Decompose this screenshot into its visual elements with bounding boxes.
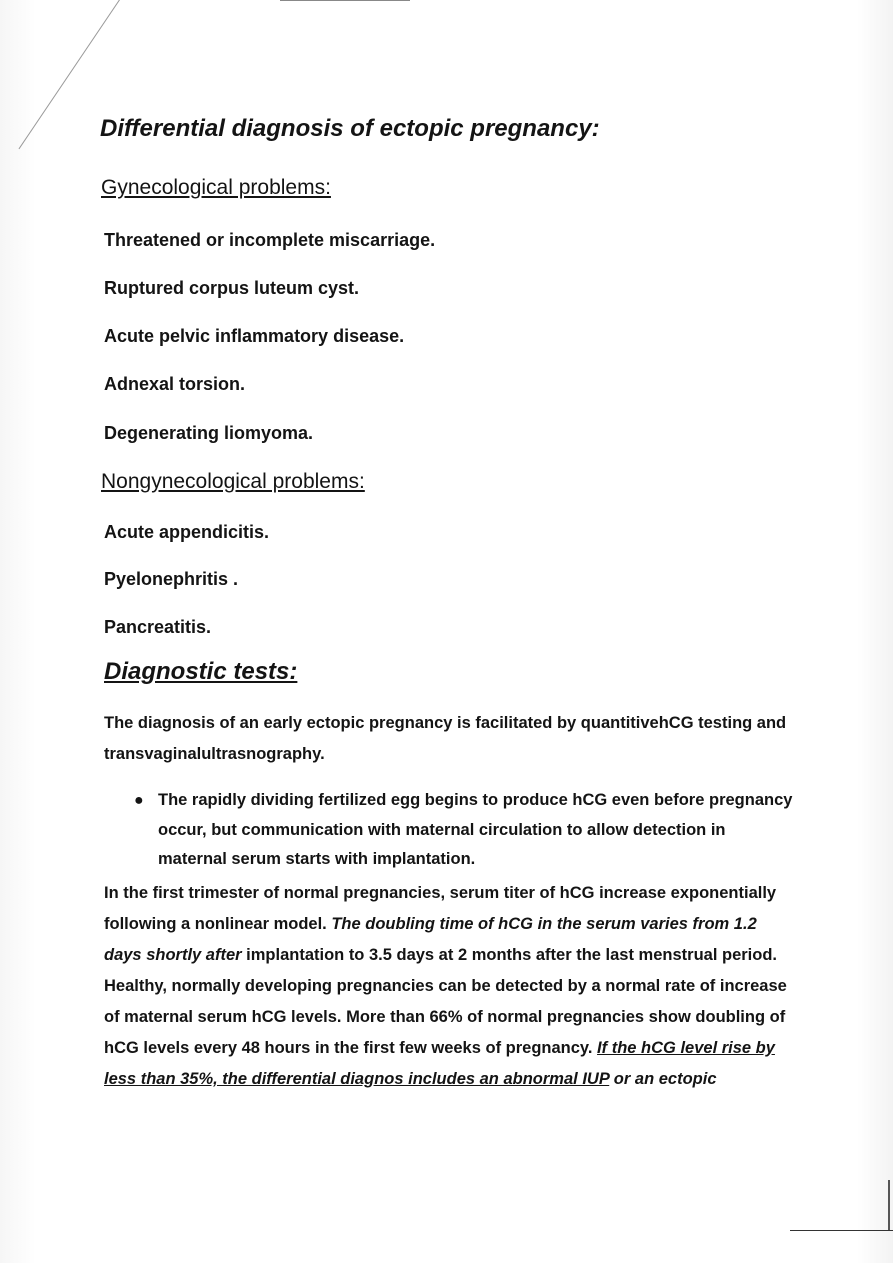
gynecological-item: Degenerating liomyoma. [104, 423, 314, 443]
gynecological-heading: Gynecological problems: [101, 176, 331, 199]
page-title: Differential diagnosis of ectopic pregnancy: [100, 115, 600, 142]
gynecological-item: Ruptured corpus luteum cyst. [104, 278, 360, 298]
bullet-dot-icon: ● [134, 792, 144, 809]
nongynecological-heading: Nongynecological problems: [101, 470, 365, 493]
diagnostic-tests-heading: Diagnostic tests: [104, 658, 298, 685]
hcg-paragraph-italic: The doubling time of hCG in the serum varies from 1.2 days shortly after [104, 915, 757, 964]
nongynecological-item: Pyelonephritis . [104, 569, 239, 589]
hcg-paragraph-tail: or an ectopic [609, 1070, 717, 1088]
nongynecological-item: Acute appendicitis. [104, 522, 270, 542]
hcg-paragraph-underlined: If the hCG level rise by less than 35%, the differential diagnos includes an abnormal IUP [104, 1039, 775, 1088]
gynecological-item: Acute pelvic inflammatory disease. [104, 326, 405, 346]
gynecological-item: Adnexal torsion. [104, 374, 246, 394]
page-edge-top [280, 0, 410, 1]
hcg-paragraph-part2: implantation to 3.5 days at 2 months after the last menstrual period. Healthy, normally developing pregnancies can be detected by a normal rate of increase of maternal serum hCG levels. More than 66% of normal pregnancies show doubling of hCG levels every 48 hours in the first few weeks of pregnancy. [104, 946, 787, 1057]
bullet-text: The rapidly dividing fertilized egg begins to produce hCG even before pregnancy occur, but communication with maternal circulation to allow detection in maternal serum starts with implantation. [158, 791, 793, 868]
page-edge-bottom [790, 1230, 893, 1231]
hcg-paragraph-part1: In the first trimester of normal pregnancies, serum titer of hCG increase exponentially following a nonlinear model. [104, 884, 777, 933]
gynecological-item: Threatened or incomplete miscarriage. [104, 230, 436, 250]
nongynecological-item: Pancreatitis. [104, 617, 212, 637]
diagnostic-intro-paragraph: The diagnosis of an early ectopic pregnancy is facilitated by quantitivehCG testing and transvaginalultrasnography. [104, 714, 787, 763]
page-edge-right [888, 1180, 890, 1230]
bullet-list-item [134, 786, 798, 875]
hcg-paragraph [104, 878, 794, 1095]
